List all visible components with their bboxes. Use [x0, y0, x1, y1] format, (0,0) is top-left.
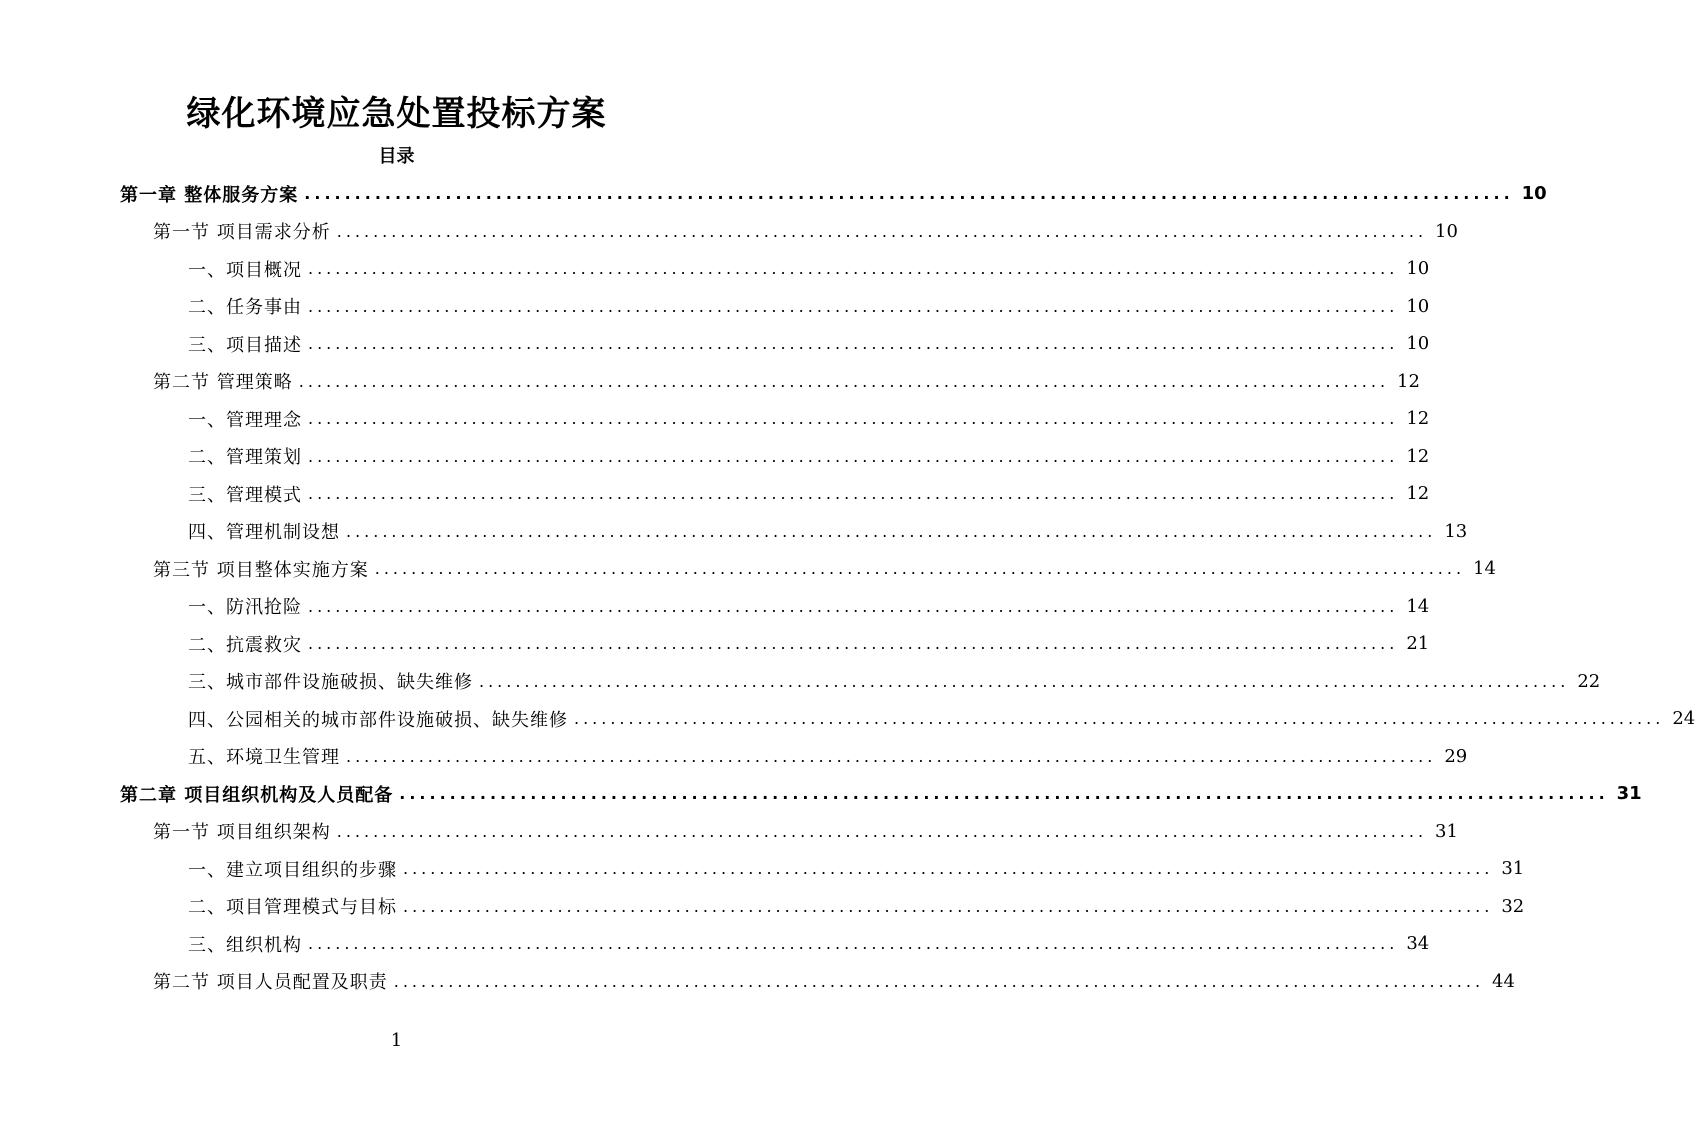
- toc-entry-label: 一、建立项目组织的步骤: [188, 859, 397, 881]
- toc-entry-page: 12: [1397, 370, 1420, 392]
- toc-entry-page: 32: [1501, 895, 1525, 917]
- toc-entry-label: 二、管理策划: [188, 447, 302, 468]
- page-number: 1: [390, 1030, 403, 1051]
- toc-dot-leader: ........................................................................................................................: [308, 446, 1399, 466]
- toc-entry-page: 21: [1406, 633, 1430, 654]
- toc-entry[interactable]: [188, 625, 1430, 662]
- document-title: 绿化环境应急处置投标方案: [186, 94, 607, 134]
- toc-entry-label: 一、项目概况: [188, 259, 302, 281]
- toc-dot-leader: ........................................................................................................................: [336, 221, 1428, 241]
- toc-entry-label: 一、防汛抢险: [188, 597, 302, 618]
- toc-dot-leader: ........................................................................................................................: [308, 296, 1399, 316]
- toc-entry[interactable]: [188, 925, 1430, 962]
- toc-entry-page: 44: [1492, 970, 1515, 992]
- toc-entry[interactable]: [188, 400, 1430, 437]
- toc-entry-page: 24: [1672, 708, 1695, 729]
- toc-dot-leader: ........................................................................................................................: [479, 671, 1570, 691]
- toc-entry[interactable]: [153, 213, 1458, 250]
- toc-entry[interactable]: [153, 963, 1515, 1000]
- toc-entry-page: 14: [1473, 558, 1496, 579]
- toc-entry-label: 二、抗震救灾: [188, 634, 302, 656]
- toc-entry-page: 10: [1406, 258, 1430, 279]
- toc-heading: 目录: [378, 146, 415, 167]
- toc-entry[interactable]: [188, 475, 1430, 512]
- toc-dot-leader: ........................................................................................................................: [393, 971, 1485, 991]
- toc-entry-page: 12: [1406, 445, 1430, 467]
- toc-dot-leader: ........................................................................................................................: [346, 521, 1437, 541]
- toc-dot-leader: ........................................................................................................................: [308, 409, 1399, 428]
- toc-entry[interactable]: [188, 888, 1525, 925]
- toc-entry-label: 第一节 项目需求分析: [153, 222, 331, 243]
- toc-entry[interactable]: [188, 288, 1430, 325]
- toc-entry-page: 10: [1406, 333, 1430, 354]
- toc-entry[interactable]: [188, 738, 1468, 775]
- toc-entry-label: 二、任务事由: [188, 297, 302, 318]
- toc-entry-label: 三、组织机构: [188, 934, 302, 956]
- toc-entry-page: 31: [1501, 858, 1525, 879]
- toc-dot-leader: ........................................................................................................................: [308, 259, 1399, 278]
- toc-entry-page: 12: [1406, 408, 1430, 429]
- toc-entry-page: 12: [1406, 483, 1430, 504]
- toc-entry-label: 一、管理理念: [188, 409, 302, 431]
- toc-entry-label: 第一节 项目组织架构: [153, 822, 331, 843]
- toc-entry-page: 34: [1406, 933, 1430, 954]
- toc-entry-label: 第二节 项目人员配置及职责: [153, 972, 388, 993]
- toc-entry[interactable]: [188, 438, 1430, 475]
- toc-dot-leader: ........................................................................................................................: [336, 821, 1428, 841]
- toc-dot-leader: ........................................................................................................................: [403, 896, 1494, 916]
- toc-entry-page: 29: [1444, 745, 1468, 767]
- toc-entry[interactable]: [153, 550, 1496, 587]
- toc-dot-leader: ........................................................................................................................: [346, 746, 1437, 766]
- toc-dot-leader: ........................................................................................................................: [399, 784, 1609, 803]
- toc-entry-label: 第二节 管理策略: [153, 372, 293, 393]
- toc-entry-label: 三、城市部件设施破损、缺失维修: [188, 672, 473, 693]
- toc-entry-label: 三、管理模式: [188, 484, 302, 506]
- toc-entry[interactable]: [188, 850, 1525, 887]
- toc-entry-page: 10: [1521, 183, 1547, 204]
- toc-dot-leader: ........................................................................................................................: [308, 634, 1399, 653]
- toc-entry-page: 14: [1406, 595, 1430, 617]
- toc-entry-page: 22: [1577, 670, 1601, 692]
- toc-dot-leader: ........................................................................................................................: [403, 859, 1494, 878]
- toc-dot-leader: ........................................................................................................................: [304, 184, 1514, 203]
- toc-entry-page: 31: [1435, 820, 1458, 842]
- toc-entry-label: 五、环境卫生管理: [188, 747, 340, 768]
- toc-dot-leader: ........................................................................................................................: [374, 559, 1466, 578]
- toc-entry[interactable]: [120, 175, 1547, 212]
- toc-entry-label: 二、项目管理模式与目标: [188, 897, 397, 918]
- toc-dot-leader: ........................................................................................................................: [298, 371, 1390, 391]
- toc-dot-leader: ........................................................................................................................: [308, 334, 1399, 353]
- toc-entry[interactable]: [188, 700, 1695, 737]
- toc-entry[interactable]: [120, 775, 1642, 812]
- toc-dot-leader: ........................................................................................................................: [574, 709, 1665, 728]
- toc-entry-page: 10: [1435, 220, 1458, 242]
- toc-entry-label: 第一章 整体服务方案: [120, 184, 299, 206]
- toc-entry-label: 三、项目描述: [188, 334, 302, 356]
- toc-entry-label: 第三节 项目整体实施方案: [153, 559, 369, 581]
- toc-entry[interactable]: [153, 813, 1458, 850]
- toc-entry-page: 31: [1616, 783, 1642, 804]
- toc-dot-leader: ........................................................................................................................: [308, 596, 1399, 616]
- toc-dot-leader: ........................................................................................................................: [308, 484, 1399, 503]
- toc-entry-page: 10: [1406, 295, 1430, 317]
- toc-entry[interactable]: [188, 588, 1430, 625]
- toc-entry-label: 第二章 项目组织机构及人员配备: [120, 784, 394, 806]
- toc-entry[interactable]: [188, 325, 1430, 362]
- toc-dot-leader: ........................................................................................................................: [308, 934, 1399, 953]
- toc-entry-label: 四、管理机制设想: [188, 522, 340, 543]
- toc-entry[interactable]: [153, 363, 1420, 400]
- toc-entry-label: 四、公园相关的城市部件设施破损、缺失维修: [188, 709, 568, 731]
- toc-entry[interactable]: [188, 513, 1468, 550]
- toc-entry[interactable]: [188, 663, 1601, 700]
- toc-entry-page: 13: [1444, 520, 1468, 542]
- toc-entry[interactable]: [188, 250, 1430, 287]
